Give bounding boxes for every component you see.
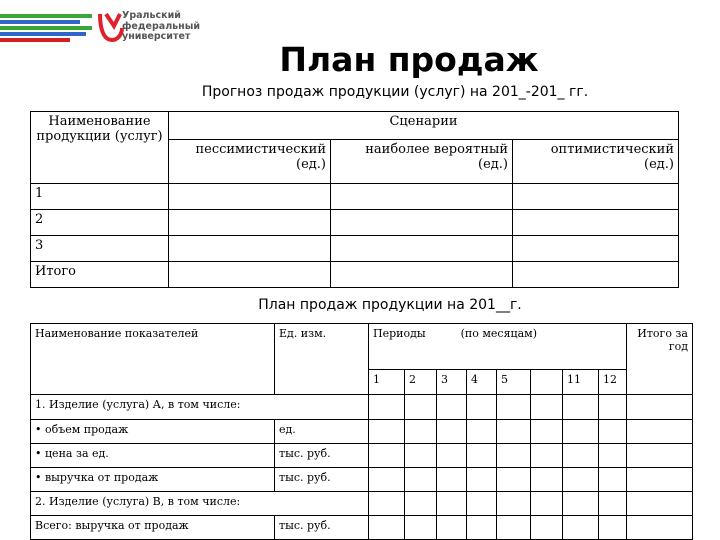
table-row <box>31 516 693 540</box>
logo-text: Уральский федеральный университет <box>122 10 200 42</box>
row-name: Всего: выручка от продаж <box>31 516 275 540</box>
month-cell: 5 <box>497 370 531 395</box>
scenario-optimistic: оптимистический (ед.) <box>513 140 679 184</box>
forecast-table <box>30 111 679 288</box>
month-cell: 2 <box>405 370 437 395</box>
table-row <box>31 468 693 492</box>
table-row <box>31 184 679 210</box>
month-cell: 11 <box>563 370 599 395</box>
month-cell: 1 <box>369 370 405 395</box>
row-unit: ед. <box>275 420 369 444</box>
col-unit-header: Ед. изм. <box>275 324 369 395</box>
table-row <box>31 420 693 444</box>
table-row <box>31 492 693 516</box>
row-label: 3 <box>31 236 169 262</box>
row-name: • цена за ед. <box>31 444 275 468</box>
scenario-pessimistic: пессимистический (ед.) <box>169 140 331 184</box>
table-row <box>31 395 693 420</box>
forecast-subtitle: Прогноз продаж продукции (услуг) на 201_-201_ гг. <box>201 84 589 100</box>
scenario-most-likely: наиболее вероятный (ед.) <box>331 140 513 184</box>
month-cell: 4 <box>467 370 497 395</box>
col-name-header: Наименование показателей <box>31 324 275 395</box>
table-row <box>31 236 679 262</box>
table-row <box>31 444 693 468</box>
row-unit: тыс. руб. <box>275 516 369 540</box>
month-cell <box>531 370 563 395</box>
forecast-scenarios-header: Сценарии <box>169 112 679 140</box>
col-total-header: Итого за год <box>627 324 693 395</box>
row-name: 1. Изделие (услуга) А, в том числе: <box>31 395 369 420</box>
row-unit: тыс. руб. <box>275 444 369 468</box>
month-cell: 12 <box>599 370 627 395</box>
row-label: 2 <box>31 210 169 236</box>
row-name: • объем продаж <box>31 420 275 444</box>
row-name: 2. Изделие (услуга) В, в том числе: <box>31 492 369 516</box>
row-name: • выручка от продаж <box>31 468 275 492</box>
page-title: План продаж <box>279 40 539 79</box>
table-row <box>31 262 679 288</box>
row-unit: тыс. руб. <box>275 468 369 492</box>
sales-plan-table <box>30 323 693 540</box>
forecast-name-header: Наименование продукции (услуг) <box>31 112 169 184</box>
plan-subtitle: План продаж продукции на 201__г. <box>258 297 522 313</box>
row-label: Итого <box>31 262 169 288</box>
month-cell: 3 <box>437 370 467 395</box>
col-periods-header: Периоды (по месяцам) <box>369 324 627 370</box>
row-label: 1 <box>31 184 169 210</box>
table-row <box>31 210 679 236</box>
